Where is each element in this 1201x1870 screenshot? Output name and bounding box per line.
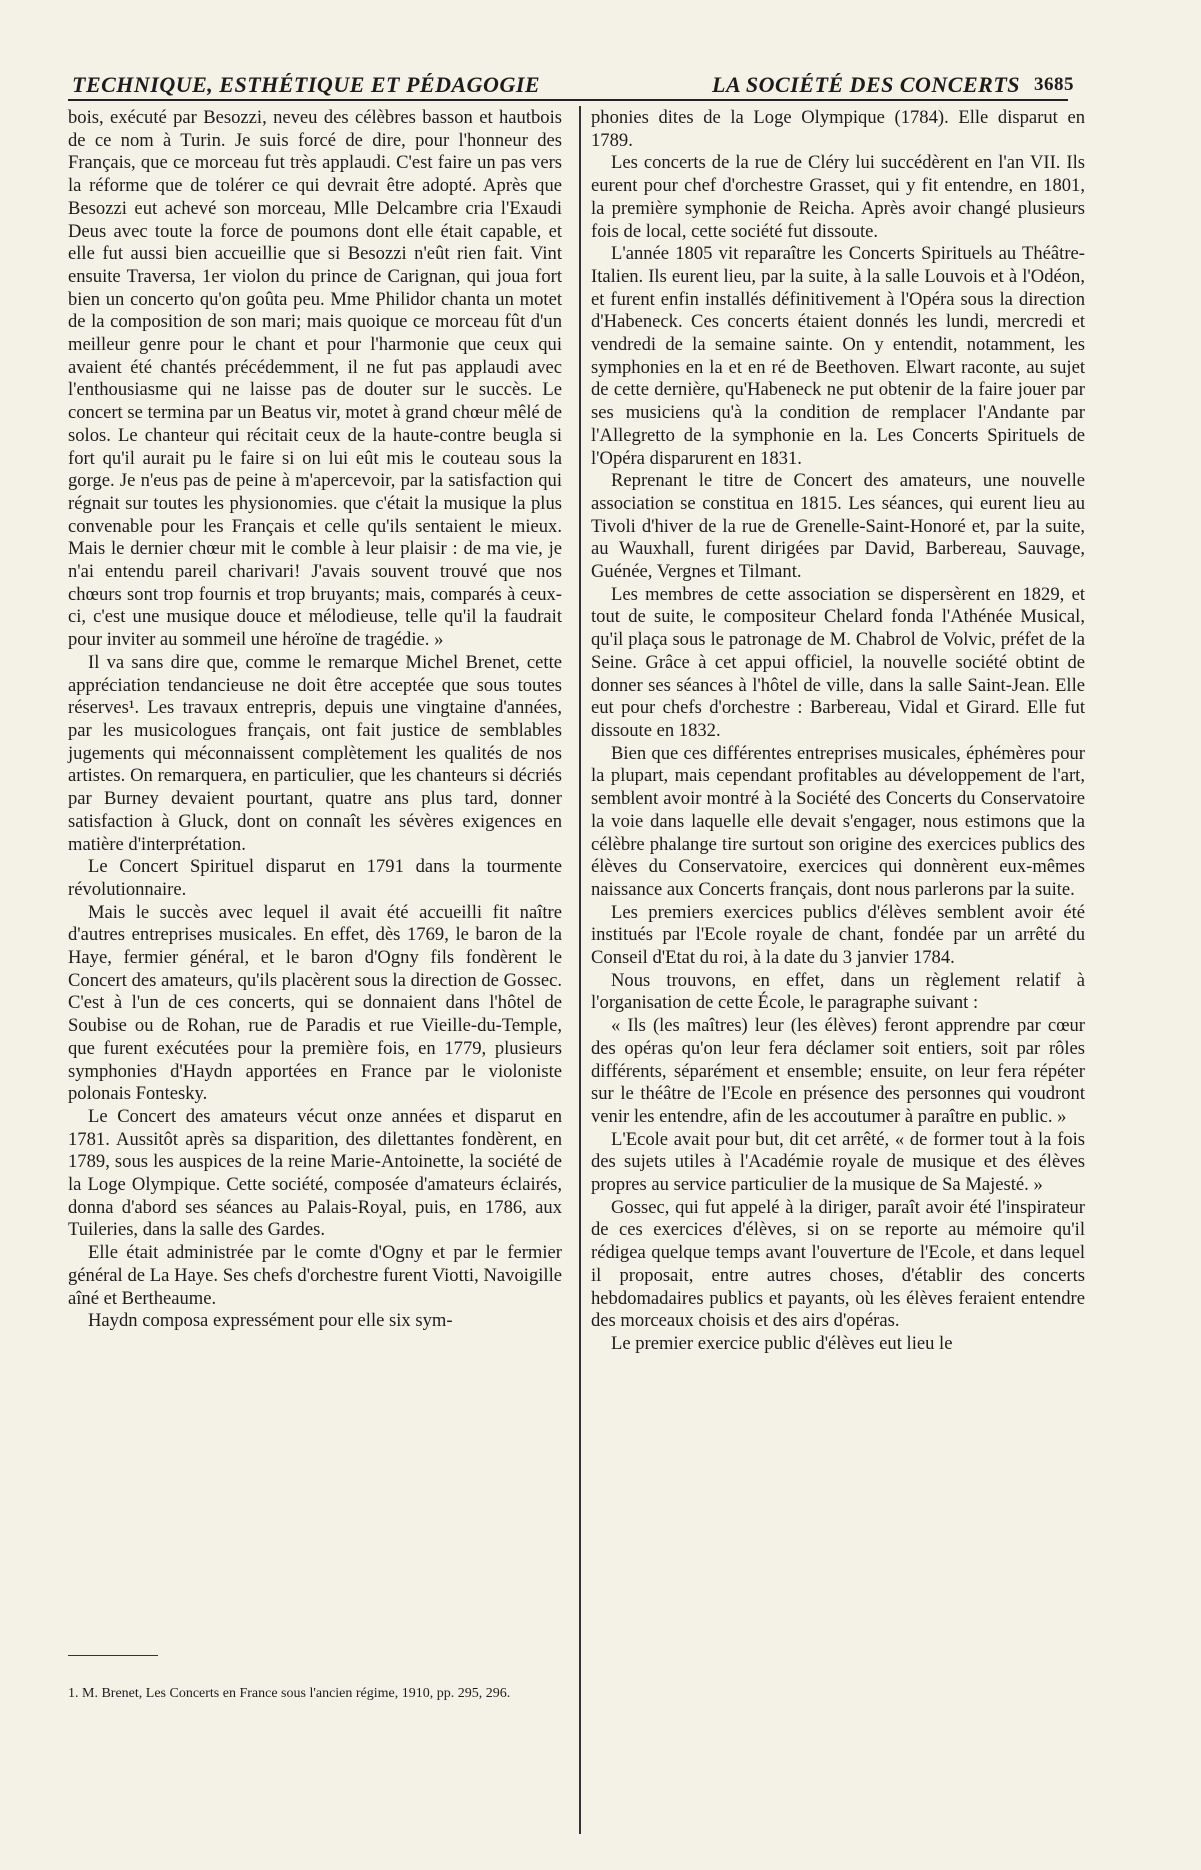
- paragraph: phonies dites de la Loge Olympique (1784). Elle disparut en 1789.: [591, 107, 1085, 151]
- paragraph: Le Concert des amateurs vécut onze années et disparut en 1781. Aussitôt après sa disparition, des dilettantes fondèrent, en 1789, sous les auspices de la reine Marie-Antoinette, la société de la Loge Olympique. Cette société, composée d'amateurs éclairés, donna d'abord ses séances au Palais-Royal, puis, en 1786, aux Tuileries, dans la salle des Gardes.: [68, 1105, 562, 1241]
- right-column: [591, 107, 1085, 1356]
- paragraph: L'année 1805 vit reparaître les Concerts Spirituels au Théâtre-Italien. Ils eurent lieu, par la suite, à la salle Louvois et à l'Odéon, et furent enfin installés définitivement à l'Opéra sous la direction d'Habeneck. Ces concerts étaient donnés les lundi, mercredi et vendredi de la semaine sainte. On y entendit, notamment, les symphonies en la et en ré de Beethoven. Elwart raconte, au sujet de cette dernière, qu'Habeneck ne put obtenir de la faire jouer par ses musiciens qu'à la condition de remplacer l'Andante par l'Allegretto de la symphonie en la. Les Concerts Spirituels de l'Opéra disparurent en 1831.: [591, 243, 1085, 469]
- footnote: [68, 1685, 562, 1703]
- paragraph: Les membres de cette association se dispersèrent en 1829, et tout de suite, le compositeur Chelard fonda l'Athénée Musical, qu'il plaça sous le patronage de M. Chabrol de Volvic, préfet de la Seine. Grâce à cet appui officiel, la nouvelle société obtint de donner ses séances à l'hôtel de ville, dans la salle Saint-Jean. Elle eut pour chefs d'orchestre : Barbereau, Vidal et Girard. Elle fut dissoute en 1832.: [591, 583, 1085, 741]
- paragraph: bois, exécuté par Besozzi, neveu des célèbres basson et hautbois de ce nom à Turin. Je suis forcé de dire, pour l'honneur des Français, que ce morceau fut très applaudi. C'est faire un pas vers la réforme que de tolérer ce qui devrait être adopté. Après que Besozzi eut achevé son morceau, Mlle Delcambre cria l'Exaudi Deus avec toute la force de poumons dont elle était capable, et elle fut aussi bien accueillie que si Besozzi n'eût rien fait. Vint ensuite Traversa, 1er violon du prince de Carignan, qui joua fort bien un concerto qu'on goûta peu. Mme Philidor chanta un motet de la composition de son mari; mais quoique ce morceau fût d'un meilleur genre pour le chant et pour l'harmonie que ceux qui avaient été chantés précédemment, il ne fut pas applaudi avec l'enthousiasme qui ne laisse pas de douter sur le succès. Le concert se termina par un Beatus vir, motet à grand chœur mêlé de solos. Le chanteur qui récitait ceux de la haute-contre beugla si fort qu'il aurait pu le faire si on lui eût mis le couteau sous la gorge. Je n'eus pas de peine à m'apercevoir, par la satisfaction qui régnait sur toutes les physionomies. que c'était la musique la plus convenable pour les Français et celle qu'ils sentaient le mieux. Mais le dernier chœur mit le comble à leur plaisir : de ma vie, je n'ai entendu pareil charivari! J'avais souvent trouvé que nos chœurs sont trop fournis et trop bruyants; mais, comparés à ceux-ci, c'est une musique douce et mélodieuse, telle qu'il la faudrait pour inviter au sommeil une héroïne de tragédie. »: [68, 107, 562, 651]
- page-number: 3685: [1034, 74, 1074, 95]
- paragraph: Mais le succès avec lequel il avait été accueilli fit naître d'autres entreprises musicales. En effet, dès 1769, le baron de la Haye, fermier général, et le baron d'Ogny fils fondèrent le Concert des amateurs, qu'ils placèrent sous la direction de Gossec. C'est à l'un de ces concerts, qui se donnaient dans l'hôtel de Soubise ou de Rohan, rue de Paradis et rue Vieille-du-Temple, que furent exécutées pour la première fois, en 1779, plusieurs symphonies d'Haydn apportées en France par le violoniste polonais Fontesky.: [68, 901, 562, 1105]
- quotation: « Ils (les maîtres) leur (les élèves) feront apprendre par cœur des opéras qu'on leur fera déclamer soit entiers, soit par rôles différents, séparément et ensemble; ensuite, on leur fera répéter sur le théâtre de l'Ecole en présence des personnes qui voudront venir les entendre, afin de les accoutumer à paraître en public. »: [591, 1015, 1085, 1127]
- paragraph: Les premiers exercices publics d'élèves semblent avoir été institués par l'Ecole royale de chant, fondée par un arrêté du Conseil d'Etat du roi, à la date du 3 janvier 1784.: [591, 901, 1085, 969]
- paragraph: Gossec, qui fut appelé à la diriger, paraît avoir été l'inspirateur de ces exercices d'élèves, si on se reporte au mémoire qu'il rédigea quelque temps avant l'ouverture de l'Ecole, et dans lequel il proposait, entre autres choses, d'établir des concerts hebdomadaires publics et payants, où les élèves feraient entendre des morceaux choisis et des airs d'opéras.: [591, 1196, 1085, 1332]
- paragraph: Reprenant le titre de Concert des amateurs, une nouvelle association se constitua en 1815. Les séances, qui eurent lieu au Tivoli d'hiver de la rue de Grenelle-Saint-Honoré et, par la suite, au Wauxhall, furent dirigées par David, Barbereau, Sauvage, Guénée, Vergnes et Tilmant.: [591, 470, 1085, 583]
- header-rule: [68, 99, 1068, 101]
- header-section-title: TECHNIQUE, ESTHÉTIQUE ET PÉDAGOGIE: [72, 72, 541, 97]
- paragraph: Le premier exercice public d'élèves eut lieu le: [611, 1332, 953, 1354]
- footnote-text: 1. M. Brenet, Les Concerts en France sous l'ancien régime, 1910, pp. 295, 296.: [68, 1686, 511, 1701]
- header-article-title: LA SOCIÉTÉ DES CONCERTS: [712, 72, 1020, 97]
- paragraph: Nous trouvons, en effet, dans un règlement relatif à l'organisation de cette École, le paragraphe suivant :: [591, 969, 1085, 1014]
- paragraph: Le Concert Spirituel disparut en 1791 dans la tourmente révolutionnaire.: [68, 856, 562, 900]
- paragraph: Les concerts de la rue de Cléry lui succédèrent en l'an VII. Ils eurent pour chef d'orchestre Grasset, qui y fit entendre, en 1801, la première symphonie de Reicha. Après avoir changé plusieurs fois de local, cette société fut dissoute.: [591, 152, 1085, 242]
- running-header: [68, 72, 1074, 100]
- footnote-rule: [68, 1655, 158, 1656]
- paragraph: L'Ecole avait pour but, dit cet arrêté, « de former tout à la fois des sujets utiles à l'Académie royale de musique et des élèves propres au service particulier de la musique de Sa Majesté. »: [591, 1128, 1085, 1196]
- column-divider: [579, 106, 581, 1834]
- paragraph: Il va sans dire que, comme le remarque Michel Brenet, cette appréciation tendancieuse ne doit être acceptée que sous toutes réserves¹. Les travaux entrepris, depuis une vingtaine d'années, par les musicologues français, ont fait justice de semblables jugements qui méconnaissent complètement les qualités de nos artistes. On remarquera, en particulier, que les chanteurs si décriés par Burney devaient pourtant, quatre ans plus tard, donner satisfaction à Gluck, dont on connaît les sévères exigences en matière d'interprétation.: [68, 651, 562, 855]
- paragraph: Haydn composa expressément pour elle six sym-: [88, 1310, 453, 1332]
- paragraph: Elle était administrée par le comte d'Ogny et par le fermier général de La Haye. Ses chefs d'orchestre furent Viotti, Navoigille aîné et Bertheaume.: [68, 1242, 562, 1309]
- left-column: [68, 107, 562, 1333]
- paragraph: Bien que ces différentes entreprises musicales, éphémères pour la plupart, mais cependant profitables au développement de l'art, semblent avoir montré à la Société des Concerts du Conservatoire la voie dans laquelle elle devait s'engager, nous estimons que la célèbre phalange tire surtout son origine des exercices publics des élèves du Conservatoire, exercices qui donnèrent eux-mêmes naissance aux Concerts français, dont nous parlerons par la suite.: [591, 742, 1085, 900]
